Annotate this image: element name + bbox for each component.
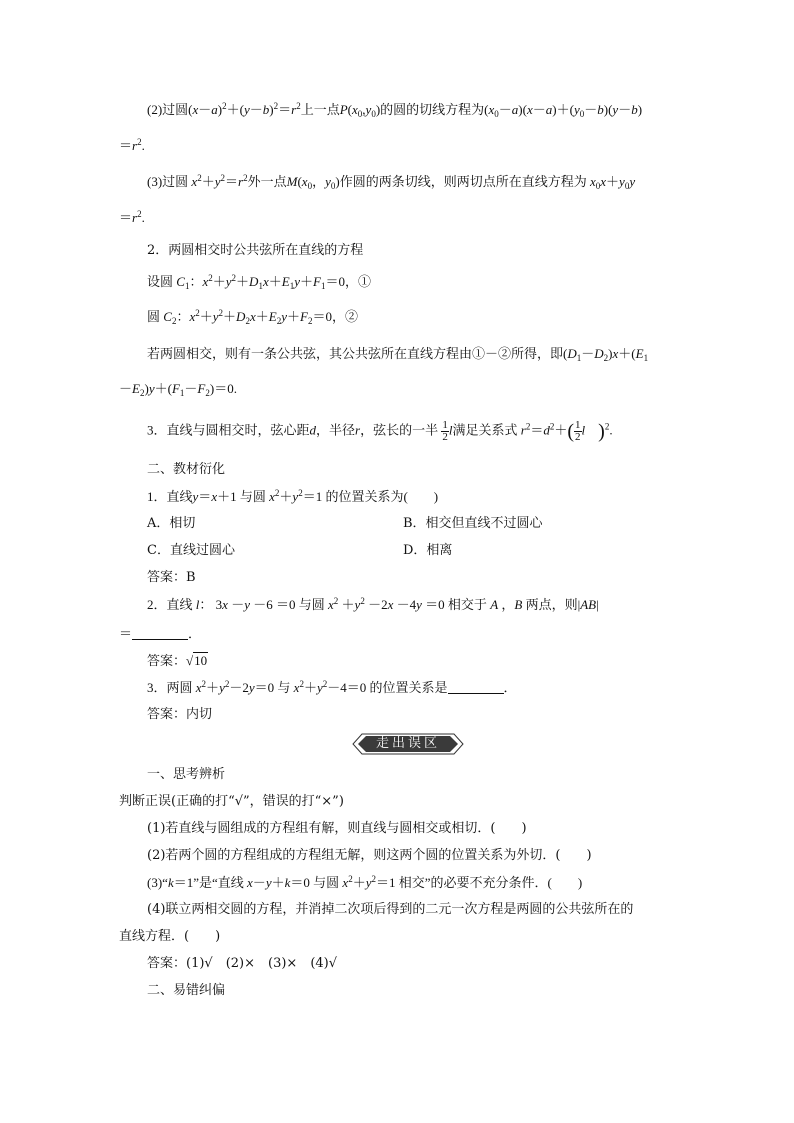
- common-chord-line-1: 若两圆相交，则有一条公共弦，其公共弦所在直线方程由①－②所得，即$(D_1-D_2)x+(E_1$: [147, 346, 649, 363]
- section-title-3: 3．直线与圆相交时，弦心距d，半径r，弦长的一半 $\frac{1}{2}$ l满足关系式 $r^2=d^2+$( $\frac{1}{2}$ l )$^2$.: [147, 419, 613, 443]
- common-chord-line-2: $-E_2)y+(F_1-F_2)=0$.: [119, 381, 237, 398]
- textbook-header: 二、教材衍化: [147, 462, 226, 477]
- q2-answer-value: 10: [194, 653, 208, 668]
- q2-prefix: 2．直线: [147, 597, 193, 612]
- statement-3: (3)“k＝1”是“直线 x－y＋k＝0 与圆 $x^2+y^2=1$ 相交”的必要不充分条件．( ): [147, 874, 583, 890]
- circle-c1-equation: 设圆 $C_1$：$x^2+y^2+D_1x+E_1y+F_1=0$，①: [147, 273, 371, 291]
- sqrt-symbol: √10: [186, 653, 208, 668]
- section-title-3-prefix: 3．直线与圆相交时，弦心距: [147, 422, 310, 438]
- thinking-instruction: 判断正误(正确的打“√”，错误的打“×”): [119, 794, 344, 809]
- q1-answer: 答案：B: [147, 570, 196, 585]
- q1-option-d: D．相离: [403, 543, 453, 558]
- q2-answer-label: 答案：: [147, 653, 187, 668]
- banner-label: 走出误区: [375, 736, 440, 751]
- q3-stem: 3．两圆 $x^2+y^2-2y=0$ 与 $x^2+y^2-4=0$ 的位置关系是 ．: [147, 679, 517, 695]
- statement-1: (1)若直线与圆组成的方程组有解，则直线与圆相交或相切．( ): [147, 821, 527, 836]
- q1-stem-suffix: 的位置关系为( ): [325, 489, 439, 504]
- statement-4-line-2: 直线方程．( ): [119, 929, 221, 944]
- item-2-line-2: $=r^2$.: [119, 137, 145, 153]
- q2-stem-line-2: ＝ ．: [119, 626, 202, 641]
- q1-option-a: A．相切: [147, 516, 196, 531]
- statement-2: (2)若两个圆的方程组成的方程组无解，则这两个圆的位置关系为外切．( ): [147, 848, 592, 863]
- q1-option-c: C．直线过圆心: [147, 543, 235, 558]
- circle-c2-equation: 圆 $C_2$：$x^2+y^2+D_2x+E_2y+F_2=0$，②: [147, 308, 358, 326]
- q2-answer: [147, 652, 208, 670]
- item-3-line-2: $=r^2$.: [119, 209, 145, 225]
- q3-answer: 答案：内切: [147, 707, 213, 722]
- statement-4-line-1: (4)联立两相交圆的方程，并消掉二次项后得到的二元一次方程是两圆的公共弦所在的: [147, 902, 634, 917]
- mistake-zone-banner: [352, 733, 464, 755]
- section-title-2: 2．两圆相交时公共弦所在直线的方程: [147, 243, 364, 258]
- item-3-line-1: (3)过圆 $x^2+y^2=r^2$外一点$M(x_0$，$y_0$)作圆的两条切线，则两切点所在直线方程为 $x_0x+y_0y$: [147, 173, 636, 191]
- q3-answer-blank: [448, 681, 504, 694]
- q3-prefix: 3．两圆: [147, 680, 193, 695]
- q1-option-b: B．相交但直线不过圆心: [403, 516, 543, 531]
- q2-answer-blank: [132, 627, 188, 640]
- thinking-answer: 答案：(1)√ (2)× (3)× (4)√: [147, 956, 338, 971]
- half-fraction: $\frac{1}{2}$: [442, 419, 448, 443]
- error-header: 二、易错纠偏: [147, 983, 226, 998]
- item-2-line-1: (2)过圆$(x-a)^2+(y-b)^2=r^2$上一点$P(x_0,y_0)$的圆的切线方程为$(x_0-a)(x-a)+(y_0-b)(y-b)$: [147, 101, 643, 119]
- q1-stem-prefix: 1．直线: [147, 489, 193, 504]
- q2-stem-line-1: 2．直线 l： 3x －y －6 ＝0 与圆 $x^2 +y^2 -2x -4y =0$ 相交于 A ，B 两点，则|AB|: [147, 596, 599, 612]
- thinking-header: 一、思考辨析: [147, 767, 226, 782]
- q1-stem: 1．直线y＝x＋1 与圆 $x^2+y^2=1$ 的位置关系为( ): [147, 488, 439, 504]
